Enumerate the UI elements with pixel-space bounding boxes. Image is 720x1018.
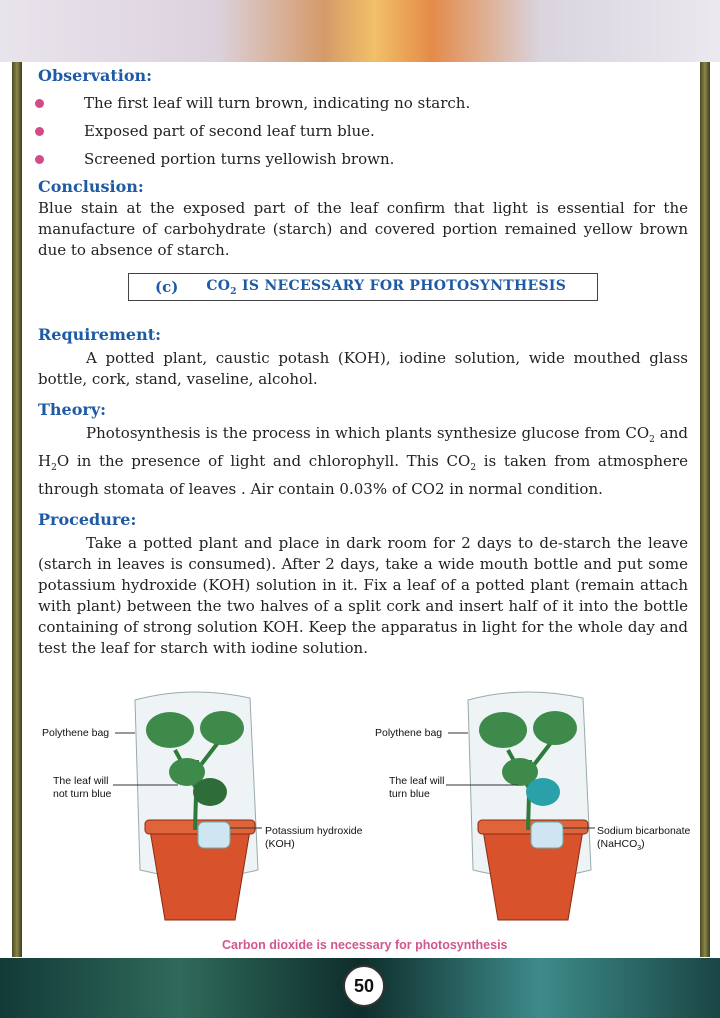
theory-heading: Theory:	[38, 400, 107, 419]
right-leaf-label: The leaf will turn blue	[389, 775, 445, 800]
section-title: $CO_2$ IS NECESSARY FOR PHOTOSYNTHESIS	[206, 277, 567, 297]
observation-item: Exposed part of second leaf turn blue.	[38, 117, 688, 145]
procedure-text: Take a potted plant and place in dark room for 2 days to de-starch the leave (starch in leaves is consumed). After 2 days, take a wide mouth bottle and put some potassium hydroxide (KOH) solution in it. Fix a leaf of a potted plant (remain attach with plant) between the two halves of a split cork and insert half of it into the bottle containing of strong solution KOH. Keep the apparatus in light for the whole day and test the leaf for starch with iodine solution.	[38, 534, 688, 657]
left-chemical-label: Potassium hydroxide (KOH)	[265, 825, 363, 850]
figure-caption: Carbon dioxide is necessary for photosynthesis	[222, 938, 508, 952]
conclusion-text: Blue stain at the exposed part of the leaf confirm that light is essential for the manufacture of carbohydrate (starch) and covered portion remained yellow brown due to absence of starch.	[38, 199, 688, 259]
left-apparatus	[113, 692, 262, 920]
right-chemical-label: Sodium bicarbonate (NaHCO$_3$)	[597, 825, 691, 853]
requirement-heading: Requirement:	[38, 325, 162, 344]
section-title-box	[128, 273, 598, 301]
observation-item: Screened portion turns yellowish brown.	[38, 145, 688, 173]
procedure-heading: Procedure:	[38, 510, 137, 529]
experiment-diagram	[0, 680, 720, 940]
section-label: (c)	[155, 278, 179, 296]
left-leaf-label: The leaf will not turn blue	[53, 775, 112, 800]
observation-item: The first leaf will turn brown, indicating no starch.	[38, 89, 688, 117]
conclusion-heading: Conclusion:	[38, 177, 144, 196]
requirement-text: A potted plant, caustic potash (KOH), iodine solution, wide mouthed glass bottle, cork, stand, vaseline, alcohol.	[38, 349, 688, 388]
page-content	[38, 66, 688, 659]
right-bag-label: Polythene bag	[375, 727, 443, 739]
left-bag-label: Polythene bag	[42, 727, 110, 739]
theory-text: Photosynthesis is the process in which plants synthesize glucose from $CO_2$ and $H_2O$ in the presence of light and chlorophyll. This $CO_2$ is taken from atmosphere through stomata of leaves . Air contain 0.03% of CO2 in normal condition.	[38, 424, 688, 498]
observation-heading: Observation:	[38, 66, 153, 85]
right-apparatus	[446, 692, 595, 920]
page-number: 50	[343, 965, 385, 1007]
bullet-icon	[35, 127, 44, 136]
top-banner	[0, 0, 720, 62]
bullet-icon	[35, 155, 44, 164]
bullet-icon	[35, 99, 44, 108]
